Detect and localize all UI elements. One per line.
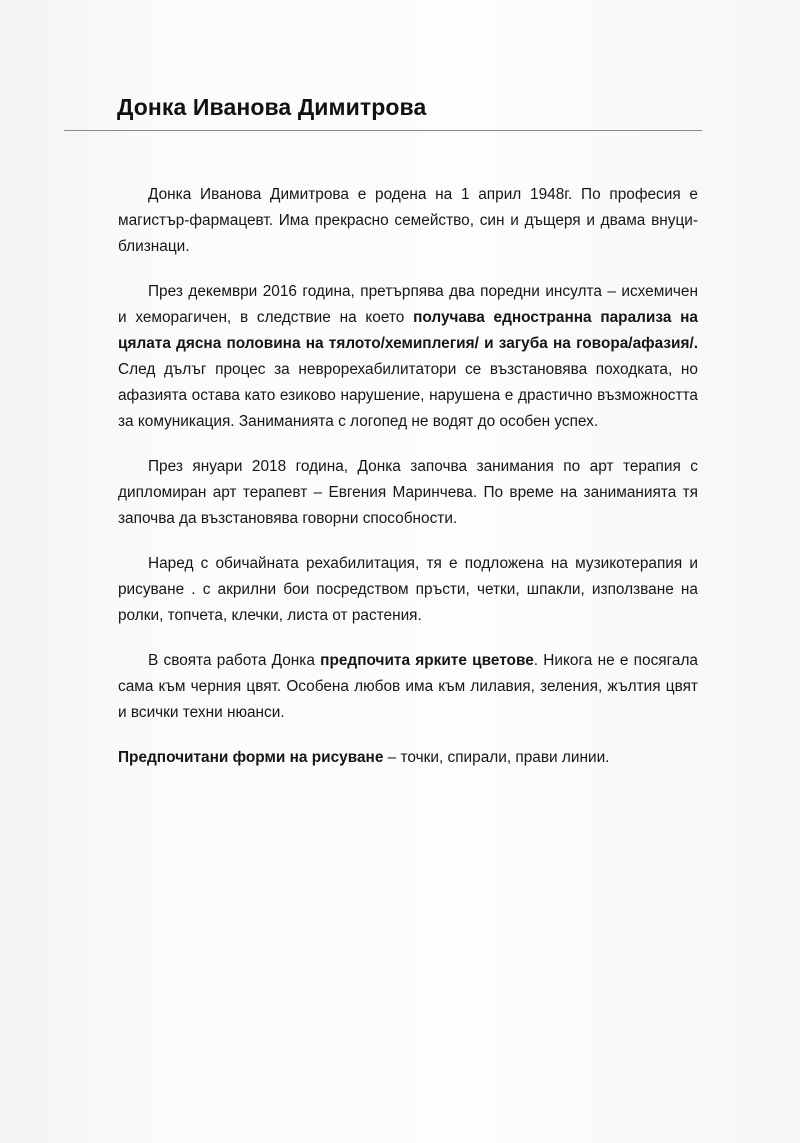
- paragraph-text: През декември 2016 година, претърпява два поредни инсулта – исхемичен и хеморагичен, в следствие на което: [118, 283, 698, 326]
- paragraph-rehabilitation: [118, 551, 698, 629]
- paragraph-drawing-forms: [118, 745, 698, 771]
- paragraph-colors: [118, 648, 698, 726]
- paragraph-bold-text: Предпочитани форми на рисуване: [118, 749, 384, 766]
- paragraph-art-therapy: [118, 454, 698, 532]
- document-body: [118, 182, 698, 790]
- paragraph-text: . Никога не е посягала сама към черния цвят. Особена любов има към лилавия, зеления, жълтия цвят и всички техни нюанси.: [118, 652, 698, 721]
- paragraph-bold-text: предпочита ярките цветове: [320, 652, 534, 669]
- paragraph-text: В своята работа Донка: [148, 652, 321, 669]
- paragraph-bold-text: получава едностранна парализа на цялата дясна половина на тялото/хемиплегия/ и загуба на говора/афазия/.: [118, 309, 698, 352]
- paragraph-text: Донка Иванова Димитрова е родена на 1 април 1948г. По професия е магистър-фармацевт. Има прекрасно семейство, син и дъщеря и двама внуци-близнаци.: [118, 186, 698, 255]
- paragraph-stroke: [118, 279, 698, 435]
- paragraph-text: Наред с обичайната рехабилитация, тя е подложена на музикотерапия и рисуване . с акрилни бои посредством пръсти, четки, шпакли, използване на ролки, топчета, клечки, листа от растения.: [118, 555, 698, 624]
- paragraph-text: След дълъг процес за неврорехабилитатори се възстановява походката, но афазията остава като езиково нарушение, нарушена е драстично възможността за комуникация. Заниманията с логопед не водят до особен успех.: [118, 361, 698, 430]
- paragraph-text: – точки, спирали, прави линии.: [383, 749, 610, 766]
- paragraph-text: През януари 2018 година, Донка започва занимания по арт терапия с дипломиран арт терапевт – Евгения Маринчева. По време на заниманията тя започва да възстановява говорни способности.: [118, 458, 698, 527]
- title-divider: [64, 130, 702, 131]
- paragraph-biography: [118, 182, 698, 260]
- document-title: Донка Иванова Димитрова: [117, 94, 427, 120]
